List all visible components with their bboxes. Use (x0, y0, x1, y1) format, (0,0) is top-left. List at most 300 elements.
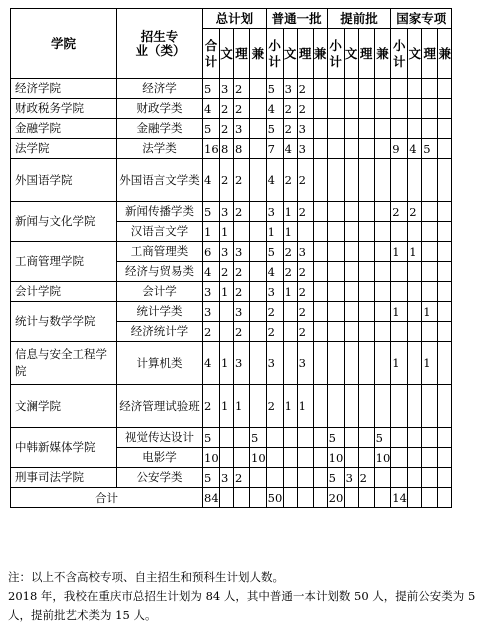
value-cell (220, 448, 234, 468)
value-cell: 4 (408, 139, 422, 159)
value-cell: 5 (374, 428, 391, 448)
value-cell: 5 (266, 119, 283, 139)
value-cell (313, 428, 327, 448)
value-cell: 2 (220, 99, 234, 119)
value-cell: 5 (203, 428, 220, 448)
subcolumn-header: 兼 (250, 29, 267, 79)
value-cell: 4 (283, 139, 297, 159)
value-cell (358, 202, 374, 222)
value-cell (358, 262, 374, 282)
value-cell (313, 302, 327, 322)
table-row (11, 99, 452, 119)
value-cell (250, 139, 267, 159)
value-cell (422, 385, 438, 428)
value-cell (313, 202, 327, 222)
value-cell (358, 242, 374, 262)
value-cell: 4 (266, 159, 283, 202)
table-row (11, 202, 452, 222)
value-cell: 8 (234, 139, 250, 159)
value-cell (438, 139, 452, 159)
value-cell: 3 (266, 282, 283, 302)
value-cell: 2 (266, 302, 283, 322)
value-cell (438, 242, 452, 262)
value-cell: 2 (297, 99, 313, 119)
value-cell (344, 385, 358, 428)
value-cell (313, 262, 327, 282)
value-cell (313, 282, 327, 302)
value-cell: 3 (297, 139, 313, 159)
value-cell (391, 159, 408, 202)
major-cell: 电影学 (117, 448, 203, 468)
value-cell (313, 119, 327, 139)
value-cell: 1 (234, 385, 250, 428)
empty-cell (344, 488, 358, 508)
value-cell (344, 322, 358, 342)
table-row (11, 468, 452, 488)
value-cell: 1 (391, 342, 408, 385)
subcolumn-header: 小计 (391, 29, 408, 79)
value-cell: 5 (327, 428, 344, 448)
value-cell (327, 282, 344, 302)
value-cell: 2 (283, 262, 297, 282)
major-cell: 法学类 (117, 139, 203, 159)
value-cell: 2 (234, 202, 250, 222)
value-cell: 1 (408, 242, 422, 262)
value-cell (313, 322, 327, 342)
value-cell (344, 119, 358, 139)
subcolumn-header: 兼 (313, 29, 327, 79)
empty-cell (220, 488, 234, 508)
value-cell: 2 (234, 322, 250, 342)
value-cell (327, 159, 344, 202)
college-cell: 法学院 (11, 139, 117, 159)
college-cell: 经济学院 (11, 79, 117, 99)
value-cell (391, 448, 408, 468)
value-cell (266, 428, 283, 448)
value-cell: 5 (203, 79, 220, 99)
major-cell: 经济管理试验班 (117, 385, 203, 428)
empty-cell (234, 488, 250, 508)
value-cell: 4 (203, 99, 220, 119)
value-cell (283, 448, 297, 468)
subcolumn-header: 文 (344, 29, 358, 79)
major-cell: 视觉传达设计 (117, 428, 203, 448)
subcolumn-header: 文 (220, 29, 234, 79)
value-cell: 2 (297, 302, 313, 322)
table-header (11, 9, 452, 79)
note-line: 注：以上不含高校专项、自主招生和预科生计划人数。 (8, 570, 284, 584)
value-cell: 2 (283, 119, 297, 139)
value-cell: 3 (220, 468, 234, 488)
empty-cell (374, 488, 391, 508)
value-cell (358, 322, 374, 342)
value-cell: 16 (203, 139, 220, 159)
table-row (11, 385, 452, 428)
college-header: 学院 (11, 9, 117, 79)
value-cell: 2 (234, 159, 250, 202)
group-header-total: 总计划 (203, 9, 267, 29)
value-cell (438, 119, 452, 139)
value-cell: 4 (203, 159, 220, 202)
notes (8, 568, 483, 625)
value-cell (374, 242, 391, 262)
college-cell: 工商管理学院 (11, 242, 117, 282)
value-cell: 2 (297, 262, 313, 282)
value-cell (438, 468, 452, 488)
empty-cell (358, 488, 374, 508)
major-cell: 财政学类 (117, 99, 203, 119)
value-cell (327, 342, 344, 385)
value-cell (250, 282, 267, 302)
value-cell (374, 262, 391, 282)
empty-cell (422, 488, 438, 508)
total-value-cell: 50 (266, 488, 283, 508)
value-cell (358, 282, 374, 302)
value-cell (391, 322, 408, 342)
value-cell (408, 342, 422, 385)
value-cell (422, 428, 438, 448)
subcolumn-header: 文 (408, 29, 422, 79)
value-cell: 1 (203, 222, 220, 242)
value-cell (234, 448, 250, 468)
empty-cell (283, 488, 297, 508)
value-cell (327, 385, 344, 428)
value-cell (408, 262, 422, 282)
value-cell (358, 139, 374, 159)
value-cell: 2 (220, 159, 234, 202)
college-cell: 刑事司法学院 (11, 468, 117, 488)
value-cell: 4 (203, 262, 220, 282)
value-cell (344, 242, 358, 262)
value-cell (391, 119, 408, 139)
value-cell: 3 (203, 282, 220, 302)
value-cell (422, 79, 438, 99)
value-cell: 2 (283, 159, 297, 202)
value-cell (250, 79, 267, 99)
subcolumn-header: 兼 (374, 29, 391, 79)
value-cell: 3 (266, 202, 283, 222)
value-cell (344, 202, 358, 222)
value-cell (438, 282, 452, 302)
value-cell (391, 468, 408, 488)
value-cell (408, 159, 422, 202)
value-cell (374, 302, 391, 322)
value-cell: 2 (297, 322, 313, 342)
value-cell: 1 (391, 302, 408, 322)
value-cell (391, 282, 408, 302)
value-cell: 8 (220, 139, 234, 159)
value-cell: 1 (283, 282, 297, 302)
subcolumn-header: 兼 (438, 29, 452, 79)
value-cell (283, 342, 297, 385)
empty-cell (408, 488, 422, 508)
value-cell: 1 (266, 222, 283, 242)
value-cell (344, 282, 358, 302)
value-cell (283, 468, 297, 488)
major-cell: 统计学类 (117, 302, 203, 322)
table-body (11, 79, 452, 508)
major-cell: 外国语言文学类 (117, 159, 203, 202)
total-row (11, 488, 452, 508)
value-cell: 5 (266, 242, 283, 262)
value-cell: 3 (220, 242, 234, 262)
value-cell: 4 (266, 262, 283, 282)
value-cell (422, 468, 438, 488)
value-cell (283, 322, 297, 342)
major-cell: 金融学类 (117, 119, 203, 139)
value-cell (358, 119, 374, 139)
value-cell: 3 (234, 302, 250, 322)
value-cell (297, 448, 313, 468)
subcolumn-header: 小计 (266, 29, 283, 79)
major-cell: 经济学 (117, 79, 203, 99)
college-cell: 外国语学院 (11, 159, 117, 202)
value-cell (283, 302, 297, 322)
value-cell: 2 (220, 262, 234, 282)
value-cell (313, 79, 327, 99)
value-cell (422, 242, 438, 262)
subcolumn-header: 理 (358, 29, 374, 79)
value-cell (327, 242, 344, 262)
table-row (11, 119, 452, 139)
value-cell (327, 302, 344, 322)
value-cell: 2 (297, 159, 313, 202)
value-cell (391, 262, 408, 282)
table-row (11, 282, 452, 302)
value-cell (250, 202, 267, 222)
value-cell (408, 282, 422, 302)
value-cell (250, 468, 267, 488)
total-value-cell: 20 (327, 488, 344, 508)
value-cell: 10 (250, 448, 267, 468)
major-header: 招生专业（类） (117, 9, 203, 79)
value-cell (422, 119, 438, 139)
college-cell: 财政税务学院 (11, 99, 117, 119)
value-cell (358, 159, 374, 202)
table-row (11, 302, 452, 322)
value-cell (422, 159, 438, 202)
value-cell (220, 302, 234, 322)
total-value-cell: 14 (391, 488, 408, 508)
value-cell (297, 222, 313, 242)
subcolumn-header: 文 (283, 29, 297, 79)
value-cell: 3 (297, 242, 313, 262)
value-cell (327, 139, 344, 159)
value-cell (327, 262, 344, 282)
value-cell (438, 159, 452, 202)
value-cell (422, 99, 438, 119)
value-cell (391, 79, 408, 99)
value-cell (408, 322, 422, 342)
subcolumn-header: 理 (422, 29, 438, 79)
value-cell (297, 428, 313, 448)
value-cell (358, 385, 374, 428)
value-cell (374, 202, 391, 222)
value-cell: 10 (374, 448, 391, 468)
value-cell (438, 342, 452, 385)
value-cell (408, 428, 422, 448)
value-cell (408, 79, 422, 99)
value-cell (344, 222, 358, 242)
value-cell (313, 99, 327, 119)
value-cell: 1 (220, 282, 234, 302)
major-cell: 经济与贸易类 (117, 262, 203, 282)
header-row-groups (11, 9, 452, 29)
value-cell (358, 302, 374, 322)
value-cell (234, 222, 250, 242)
value-cell (438, 99, 452, 119)
value-cell (297, 468, 313, 488)
value-cell (391, 385, 408, 428)
value-cell (327, 322, 344, 342)
value-cell (313, 468, 327, 488)
value-cell: 2 (297, 282, 313, 302)
value-cell (408, 385, 422, 428)
value-cell (374, 159, 391, 202)
value-cell: 3 (234, 242, 250, 262)
value-cell: 5 (327, 468, 344, 488)
value-cell: 3 (203, 302, 220, 322)
value-cell (250, 385, 267, 428)
value-cell (313, 139, 327, 159)
value-cell (358, 79, 374, 99)
college-cell: 文澜学院 (11, 385, 117, 428)
value-cell (344, 159, 358, 202)
table-row (11, 342, 452, 385)
value-cell: 1 (422, 342, 438, 385)
value-cell (438, 428, 452, 448)
value-cell: 5 (422, 139, 438, 159)
value-cell: 2 (234, 79, 250, 99)
value-cell (313, 222, 327, 242)
value-cell: 2 (234, 262, 250, 282)
empty-cell (250, 488, 267, 508)
empty-cell (438, 488, 452, 508)
value-cell: 10 (203, 448, 220, 468)
admission-plan-table (10, 8, 452, 508)
value-cell (220, 428, 234, 448)
value-cell: 5 (203, 202, 220, 222)
value-cell: 2 (234, 468, 250, 488)
value-cell (422, 448, 438, 468)
value-cell (344, 302, 358, 322)
value-cell: 10 (327, 448, 344, 468)
value-cell (374, 468, 391, 488)
value-cell: 2 (203, 322, 220, 342)
value-cell: 3 (344, 468, 358, 488)
value-cell (422, 282, 438, 302)
value-cell (220, 322, 234, 342)
value-cell (344, 342, 358, 385)
value-cell (234, 428, 250, 448)
value-cell (374, 282, 391, 302)
college-cell: 新闻与文化学院 (11, 202, 117, 242)
value-cell: 2 (358, 468, 374, 488)
subcolumn-header: 理 (297, 29, 313, 79)
value-cell: 3 (283, 79, 297, 99)
value-cell: 3 (220, 202, 234, 222)
value-cell (250, 119, 267, 139)
value-cell (250, 322, 267, 342)
value-cell: 2 (283, 99, 297, 119)
value-cell (250, 159, 267, 202)
group-header-national-special: 国家专项 (391, 9, 452, 29)
value-cell: 2 (391, 202, 408, 222)
value-cell: 1 (283, 202, 297, 222)
value-cell (283, 428, 297, 448)
value-cell (313, 159, 327, 202)
value-cell (313, 448, 327, 468)
value-cell (250, 99, 267, 119)
value-cell: 2 (297, 79, 313, 99)
value-cell (422, 322, 438, 342)
value-cell (327, 79, 344, 99)
table-row (11, 139, 452, 159)
value-cell (327, 119, 344, 139)
value-cell (327, 222, 344, 242)
college-cell: 统计与数学学院 (11, 302, 117, 342)
value-cell (438, 262, 452, 282)
value-cell (327, 202, 344, 222)
value-cell: 3 (234, 119, 250, 139)
value-cell: 2 (220, 119, 234, 139)
value-cell: 3 (220, 79, 234, 99)
value-cell (374, 99, 391, 119)
major-cell: 工商管理类 (117, 242, 203, 262)
value-cell: 2 (266, 385, 283, 428)
value-cell (313, 342, 327, 385)
value-cell (374, 79, 391, 99)
value-cell (358, 448, 374, 468)
value-cell (374, 119, 391, 139)
value-cell: 2 (266, 322, 283, 342)
value-cell (408, 99, 422, 119)
total-label: 合计 (11, 488, 203, 508)
value-cell: 3 (297, 342, 313, 385)
major-cell: 经济统计学 (117, 322, 203, 342)
college-cell: 中韩新媒体学院 (11, 428, 117, 468)
value-cell (391, 428, 408, 448)
value-cell: 2 (203, 385, 220, 428)
value-cell (422, 262, 438, 282)
value-cell (358, 428, 374, 448)
value-cell: 3 (297, 119, 313, 139)
subcolumn-header: 合计 (203, 29, 220, 79)
value-cell (327, 99, 344, 119)
value-cell: 6 (203, 242, 220, 262)
empty-cell (313, 488, 327, 508)
value-cell: 5 (250, 428, 267, 448)
college-cell: 信息与安全工程学院 (11, 342, 117, 385)
value-cell (374, 139, 391, 159)
table-row (11, 428, 452, 448)
group-header-regular-first: 普通一批 (266, 9, 327, 29)
value-cell (438, 448, 452, 468)
value-cell (313, 242, 327, 262)
value-cell: 5 (266, 79, 283, 99)
value-cell (438, 202, 452, 222)
value-cell (250, 302, 267, 322)
value-cell (438, 322, 452, 342)
major-cell: 汉语言文学 (117, 222, 203, 242)
value-cell: 1 (283, 385, 297, 428)
value-cell: 2 (297, 202, 313, 222)
value-cell: 1 (220, 222, 234, 242)
value-cell: 1 (220, 342, 234, 385)
group-header-early: 提前批 (327, 9, 391, 29)
value-cell (374, 385, 391, 428)
total-value-cell: 84 (203, 488, 220, 508)
